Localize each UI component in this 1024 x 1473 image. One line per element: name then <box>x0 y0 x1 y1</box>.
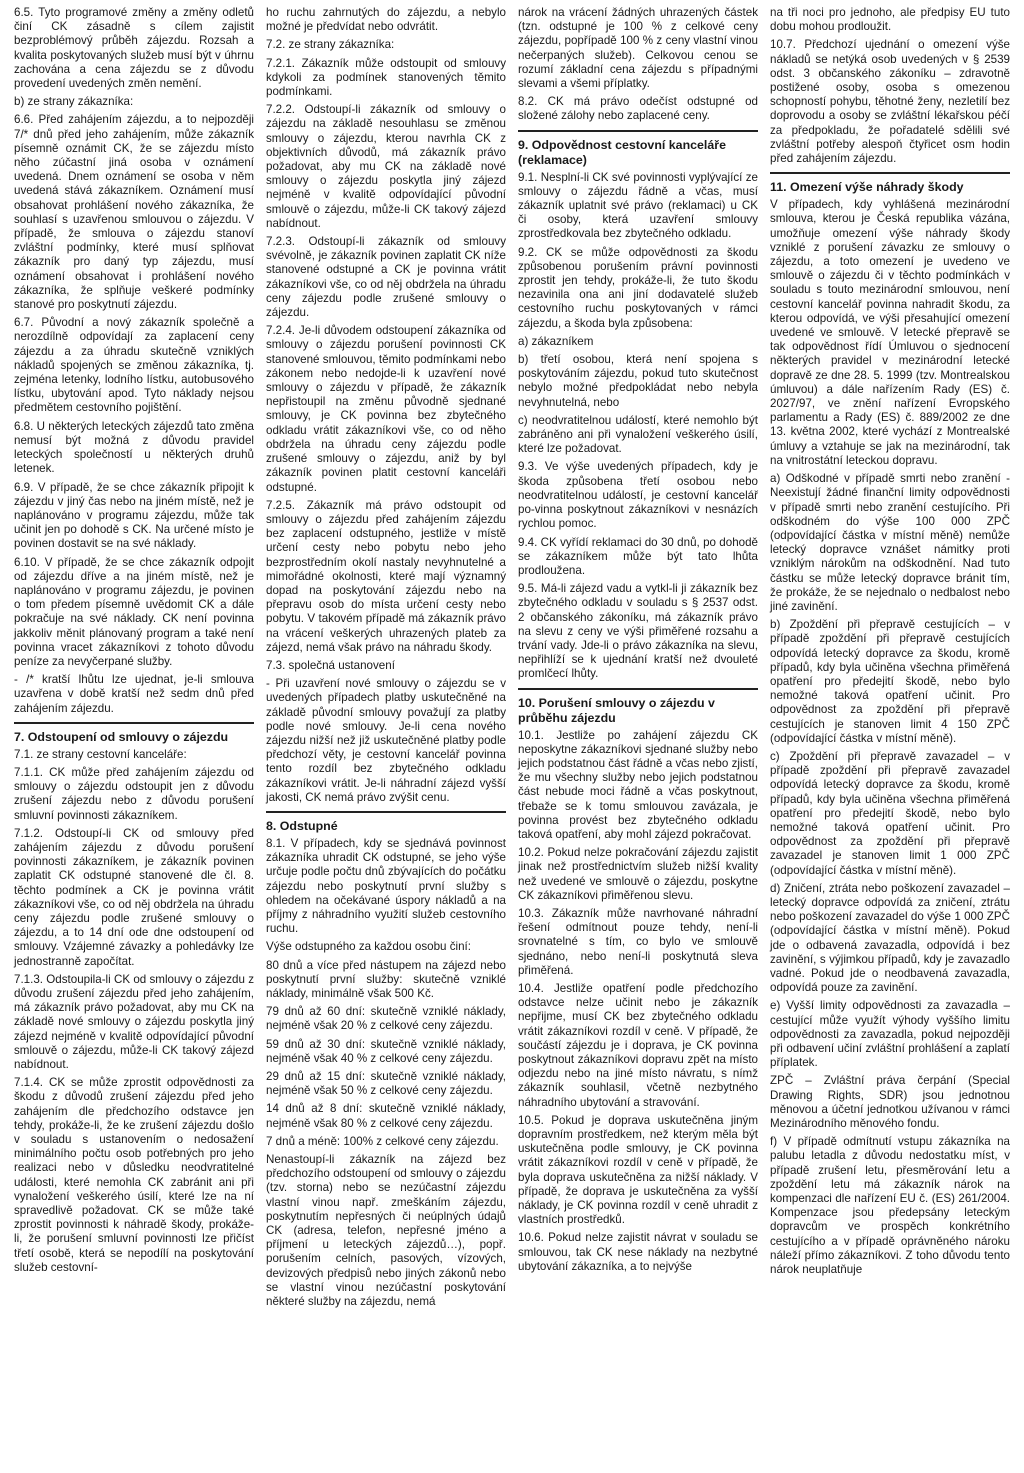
paragraph: 10.6. Pokud nelze zajistit návrat v souladu se smlouvou, tak CK nese náklady na nezbytné ubytování zákazníka, a to nejvýše <box>518 1231 758 1273</box>
paragraph: 6.7. Původní a nový zákazník společně a nerozdílně odpovídají za zaplacení ceny zájezdu a za úhradu skutečně vzniklých nákladů spojených se změnou zákazníka, tj. zejména letenky, lodního lístku, autobusového lístku, ubytování apod. Tyto náklady nejsou předmětem cestovního pojištění. <box>14 316 254 415</box>
paragraph: 7.2. ze strany zákazníka: <box>266 38 395 52</box>
paragraph: c) Zpoždění při přepravě zavazadel – v případě zpoždění při přepravě zavazadel odpovídá letecký dopravce za škodu, kromě případů, kdy byla učiněna všechna přiměřená opatření pro předejití škodě, nebo bylo nemožné taková opatření učinit. Pro odpovědnost za zpoždění při přepravě zavazadel je stanoven limit 1 000 ZPČ (odpovídající částka v místní měně). <box>770 749 1010 877</box>
paragraph: f) V případě odmítnutí vstupu zákazníka na palubu letadla z důvodu nedostatku míst, v případě zrušení letu, přesměrování letu a zpoždění letu má zákazník nárok na kompenzaci dle nařízení EU č. (ES) 261/2004. Kompenzace jsou předepsány leteckým dopravcům ve prospěch konkrétního cestujícího a v případě oprávněného nároku náleží přímo zákazníkovi. Z toho důvodu tento nárok neuplatňuje <box>770 1135 1010 1277</box>
section-heading-11: 11. Omezení výše náhrady škody <box>770 172 1010 195</box>
paragraph: b) třetí osobou, která není spojena s poskytováním zájezdu, pokud tuto skutečnost nebylo možné předpokládat nebo nebyla nevyhnutelná, nebo <box>518 353 758 409</box>
paragraph: 6.6. Před zahájením zájezdu, a to nejpozději 7/* dnů před jeho zahájením, může zákazník písemně oznámit CK, že se zájezdu místo něho zúčastní jiná osoba v oznámení uvedená. Dnem oznámení se osoba v něm uvedená stává zákazníkem. Oznámení musí obsahovat prohlášení nového zákazníka, že souhlasí s uzavřenou smlouvou o zájezdu. V případě, že smlouva o zájezdu stanoví zvláštní podmínky, které musí splňovat zákazník pro daný typ zájezdu, musí oznámení obsahovat i prohlášení nového zákazníka, že splňuje veškeré podmínky stanové pro poskytnutí zájezdu. <box>14 113 254 312</box>
paragraph: 8.1. V případech, kdy se sjednává povinnost zákazníka uhradit CK odstupné, se jeho výše určuje podle počtu dnů zbývajících do počátku zájezdu nebo poskytnutí první služby s ohledem na očekávané úspory nákladů a na příjmy z náhradního využití služeb cestovního ruchu. <box>266 836 506 936</box>
paragraph: d) Zničení, ztráta nebo poškození zavazadel – letecký dopravce odpovídá za zničení, ztrátu nebo poškození zavazadel do výše 1 000 ZPČ (odpovídající částka v místní měně). Pokud jde o odbavená zavazadla, odpovídá i bez zavinění, s výjimkou případů, kdy je zavazadlo vadné. Pokud jde o neodbavená zavazadla, odpovídá pouze za zavinění. <box>770 881 1010 995</box>
paragraph: 9.3. Ve výše uvedených případech, kdy je škoda způsobena třetí osobou nebo neodvratitelnou událostí, je cestovní kancelář po-vinna poskytnout zákazníkovi v nesnázích rychlou pomoc. <box>518 460 758 531</box>
paragraph: 6.8. U některých leteckých zájezdů tato změna nemusí být možná z důvodu pravidel leteckých společností u některých druhů letenek. <box>14 419 254 476</box>
paragraph: na tři noci pro jednoho, ale předpisy EU tuto dobu mohou prodloužit. <box>770 6 1010 34</box>
paragraph: 6.9. V případě, že se chce zákazník připojit k zájezdu v jiný čas nebo na jiném místě, než je naplánováno v programu zájezdu, může tak učinit jen po dohodě s CK. Na určené místo je povinen dostavit se na své náklady. <box>14 480 254 551</box>
paragraph: 7.2.1. Zákazník může odstoupit od smlouvy kdykoli za podmínek stanovených těmito podmínkami. <box>266 56 506 99</box>
paragraph: 7.2.2. Odstoupí-li zákazník od smlouvy o zájezdu na základě nesouhlasu se změnou smlouvy o zájezdu, kterou navrhla CK z objektivních důvodů, má zákazník právo požadovat, aby mu CK na základě nové smlouvy o zájezdu poskytla jiný zájezd nejméně v kvalitě odpovídající původní smlouvě o zájezdu, může-li CK takový zájezd nabídnout. <box>266 103 506 230</box>
paragraph: 10.5. Pokud je doprava uskutečněna jiným dopravním prostředkem, než kterým měla být uskutečněna podle smlouvy, je CK povinna vrátit zákazníkovi rozdíl v ceně v případě, že byla doprava uskutečněna za nižší náklady. V případě, že doprava je uskutečněna za vyšší náklady, je CK povinna rozdíl v ceně uhradit z vlastních prostředků. <box>518 1113 758 1227</box>
paragraph: 79 dnů až 60 dní: skutečně vzniklé náklady, nejméně však 20 % z celkové ceny zájezdu. <box>266 1005 506 1033</box>
paragraph: 9.1. Nesplní-li CK své povinnosti vyplývající ze smlouvy o zájezdu řádně a včas, musí zákazník uplatnit své právo (reklamaci) u CK či osoby, která uzavření smlouvy zprostředkovala bez zbytečného odkladu. <box>518 170 758 241</box>
paragraph: 7.1.4. CK se může zprostit odpovědnosti za škodu z důvodů zrušení zájezdu před jeho zahájením dle předchozího odstavce jen tehdy, prokáže-li, že ke zrušení zájezdu došlo v souladu s ustanovením o nedosažení minimálního počtu osob potřebných pro jeho realizaci nebo v důsledku neodvratitelné události, které nemohla CK zabránit ani při vynaložení veškerého úsilí, které lze na ní spravedlivě požadovat. CK se může také zprostit povinnosti k náhradě škody, prokáže-li, že porušení smluvní povinnosti lze přičíst třetí osobě, která se nepodílí na poskytování služeb cestovní- <box>14 1076 254 1274</box>
paragraph: 7.1.3. Odstoupila-li CK od smlouvy o zájezdu z důvodu zrušení zájezdu před jeho zahájením, má zákazník právo požadovat, aby mu CK na základě nové smlouvy o zájezdu poskytla jiný zájezd nejméně v kvalitě odpovídající původní smlouvě o zájezdu, může-li CK takový zájezd nabídnout. <box>14 972 254 1072</box>
paragraph: 10.3. Zákazník může navrhované náhradní řešení odmítnout pouze tehdy, není-li srovnatelné s tím, co bylo ve smlouvě sjednáno, nebo není-li poskytnutá sleva přiměřená. <box>518 906 758 977</box>
section-heading-10: 10. Porušení smlouvy o zájezdu v průběhu zájezdu <box>518 688 758 726</box>
paragraph: ZPČ – Zvláštní práva čerpání (Special Drawing Rights, SDR) jsou jednotnou měnovou a účetní jednotkou užívanou v rámci Mezinárodního měnového fondu. <box>770 1074 1010 1131</box>
paragraph: e) Vyšší limity odpovědnosti za zavazadla – cestující může využít výhody vyššího limitu odpovědnosti za zavazadla, pokud nejpozději při odbavení učiní zvláštní prohlášení a zaplatí příplatek. <box>770 999 1010 1070</box>
paragraph: 80 dnů a více před nástupem na zájezd nebo poskytnutí první služby: skutečně vzniklé náklady, minimálně však 500 Kč. <box>266 958 506 1000</box>
paragraph: 7.2.5. Zákazník má právo odstoupit od smlouvy o zájezdu před zahájením zájezdu bez zaplacení odstupného, jestliže v místě určení cesty nebo pobytu nebo jeho bezprostředním okolí nastaly nevyhnutelné a mimořádné okolnosti, které mají významný dopad na poskytování zájezdu nebo na přepravu osob do místa určení cesty nebo pobytu. V takovém případě má zákazník právo na vrácení veškerých uhrazených plateb za zájezd, nemá však právo na náhradu škody. <box>266 498 506 654</box>
paragraph: 8.2. CK má právo odečíst odstupné od složené zálohy nebo zaplacené ceny. <box>518 95 758 123</box>
paragraph: b) ze strany zákazníka: <box>14 95 134 109</box>
paragraph: Výše odstupného za každou osobu činí: <box>266 940 471 954</box>
paragraph: V případech, kdy vyhlášená mezinárodní smlouva, kterou je Česká republika vázána, umožňuje omezení výše náhrady škody vzniklé z porušení závazku ze smlouvy o zájezdu, a toto omezení je uvedeno ve smlouvě o zájezdu či v těchto podmínkách v souladu s touto mezinárodní smlouvou, není cestovní kancelář povinna nahradit škodu, za kterou odpovídá, ve výši přesahující omezení uvedené ve smlouvě. V letecké přepravě se tak odpovědnost řídí Úmluvou o sjednocení některých pravidel v mezinárodní letecké dopravě ze dne 28. 5. 1999 (tzv. Montrealskou úmluvou) a dále nařízením Rady (ES) č. 2027/97, ve znění nařízení Evropského parlamentu a Rady (ES) č. 889/2002 ze dne 13. května 2002, které vychází z Montrealské úmluvy a vztahuje se jak na mezinárodní, tak na vnitrostátní leteckou dopravu. <box>770 198 1010 467</box>
paragraph: 9.4. CK vyřídí reklamaci do 30 dnů, po dohodě se zákazníkem může být tato lhůta prodloužena. <box>518 535 758 577</box>
section-heading-7: 7. Odstoupení od smlouvy o zájezdu <box>14 722 254 745</box>
paragraph: 10.4. Jestliže opatření podle předchozího odstavce nelze učinit nebo je zákazník nepřijme, musí CK bez zbytečného odkladu vrátit zákazníkovi rozdíl v ceně. V případě, že součástí zájezdu je i doprava, je CK povinna poskytnout zákazníkovi dopravu zpět na místo odjezdu nebo na jiné místo návratu, s nímž zákazník souhlasil, včetně nezbytného náhradního ubytování a stravování. <box>518 981 758 1109</box>
paragraph: 6.10. V případě, že se chce zákazník odpojit od zájezdu dříve a na jiném místě, než je naplánováno v programu zájezdu, je povinen o tom předem písemně uvědomit CK a dále pokračuje na své náklady. CK není povinna jakkoliv měnit plánovaný program a také není povinna vracet zákazníkovi z tohoto důvodu peníze za nevyčerpané služby. <box>14 555 254 668</box>
paragraph: 29 dnů až 15 dní: skutečně vzniklé náklady, nejméně však 50 % z celkové ceny zájezdu. <box>266 1070 506 1098</box>
paragraph: 7 dnů a méně: 100% z celkové ceny zájezdu. <box>266 1134 499 1148</box>
text-column-3 <box>512 6 764 1472</box>
section-heading-9: 9. Odpovědnost cestovní kanceláře (reklamace) <box>518 130 758 168</box>
paragraph: - /* kratší lhůtu lze ujednat, je-li smlouva uzavřena v době kratší než sedm dnů před zahájením zájezdu. <box>14 673 254 715</box>
paragraph: 59 dnů až 30 dní: skutečně vzniklé náklady, nejméně však 40 % z celkové ceny zájezdu. <box>266 1037 506 1065</box>
paragraph: 7.1.1. CK může před zahájením zájezdu od smlouvy o zájezdu odstoupit jen z důvodu zrušení zájezdu nebo z důvodu porušení smluvní povinnosti zákazníkem. <box>14 765 254 822</box>
paragraph: ho ruchu zahrnutých do zájezdu, a nebylo možné je předvídat nebo odvrátit. <box>266 6 506 34</box>
paragraph: 7.2.3. Odstoupí-li zákazník od smlouvy svévolně, je zákazník povinen zaplatit CK níže stanovené odstupné a CK je povinna vrátit zákazníkovi vše, co od něj obdržela na úhradu ceny zájezdu podle zrušené smlouvy o zájezdu. <box>266 235 506 320</box>
paragraph: 10.7. Předchozí ujednání o omezení výše nákladů se netýká osob uvedených v § 2539 odst. 3 občanského zákoníku – zdravotně postižené osoby, osoba s omezenou schopností pohybu, těhotné ženy, nezletilí bez doprovodu a osoby se zvláštní lékařskou péčí za předpokladu, že pořadatelé sdělili své zvláštní potřeby alespoň čtyřicet osm hodin před zahájením zájezdu. <box>770 38 1010 166</box>
paragraph: Nenastoupí-li zákazník na zájezd bez předchozího odstoupení od smlouvy o zájezdu (tzv. storna) nebo se nezúčastní zájezdu vlastní vinou např. zmeškáním zájezdu, poskytnutím nepřesných či neúplných údajů CK (adresa, telefon, nepřesné jméno a příjmení u leteckých zájezdů…), popř. porušením celních, pasových, vízových, devizových předpisů nebo jiných zákonů nebo se vlastní vinou nezúčastní poskytování některé služby na zájezdu, nemá <box>266 1153 506 1309</box>
paragraph: - Při uzavření nové smlouvy o zájezdu se v uvedených případech platby uskutečněné na základě původní smlouvy považují za platby podle nové smlouvy. Je-li cena nového zájezdu nižší než již uskutečněné platby podle předchozí věty, je cestovní kancelář povinna tento rozdíl bez zbytečného odkladu zákazníkovi vrátit. Je-li náhradní zájezd vyšší jakosti, CK nemá právo zvýšit cenu. <box>266 677 506 804</box>
paragraph: 6.5. Tyto programové změny a změny odletů činí CK zásadně s cílem zajistit bezproblémový průběh zájezdu. Rozsah a kvalita poskytovaných služeb musí být v úhrnu zachována a cena zájezdu se z důvodu provedení uvedených změn nemění. <box>14 6 254 91</box>
paragraph: a) Odškodné v případě smrti nebo zranění - Neexistují žádné finanční limity odpovědnosti v případě smrti nebo zranění cestujícího. Při odškodném do výše 100 000 ZPČ (odpovídající částka v místní měně) nemůže letecký dopravce vznášet námitky proti vzniklým nárokům na odškodnění. Nad tuto částku se může letecký dopravce bránit tím, že prokáže, že se nejednalo o nedbalost nebo jiné zavinění. <box>770 472 1010 613</box>
paragraph: 14 dnů až 8 dní: skutečně vzniklé náklady, nejméně však 80 % z celkové ceny zájezdu. <box>266 1102 506 1130</box>
paragraph: 10.1. Jestliže po zahájení zájezdu CK neposkytne zákazníkovi sjednané služby nebo jejich podstatnou část řádně a včas nebo zjistí, že mu všechny služby nebo jejich podstatnou část nebude moci řádně a včas poskytnout, třebaže se k tomu smlouvou zavázala, je povinna provést bez zbytečného odkladu taková opatření, aby mohl zájezd pokračovat. <box>518 728 758 841</box>
paragraph: c) neodvratitelnou událostí, které nemohlo být zabráněno ani při vynaložení veškerého úsilí, které lze požadovat. <box>518 413 758 456</box>
paragraph: 7.1.2. Odstoupí-li CK od smlouvy před zahájením zájezdu z důvodu porušení povinnosti zákazníkem, je zákazník povinen zaplatit CK odstupné stanovené dle čl. 8. těchto podmínek a CK je povinna vrátit zákazníkovi vše, co od něj obdržela na úhradu ceny zájezdu podle zrušené smlouvy o zájezdu, a to 14 dní ode dne odstoupení od smlouvy. Vzájemné závazky a pohledávky lze jednostranně započítat. <box>14 826 254 968</box>
text-column-4 <box>764 6 1016 1472</box>
paragraph: 7.2.4. Je-li důvodem odstoupení zákazníka od smlouvy o zájezdu porušení povinnosti CK stanovené smlouvou, těmito podmínkami nebo zákonem nebo nedojde-li k uzavření nové smlouvy o zájezdu v případě, že zákazník nepřistoupil na změnu původně sjednané smlouvy, je CK povinna bez zbytečného odkladu vrátit zákazníkovi vše, co od něho obdržela na úhradu ceny zájezdu podle zrušené smlouvy o zájezdu, aniž by byl zákazník povinen platit cestovní kanceláři odstupné. <box>266 324 506 494</box>
text-column-2 <box>260 6 512 1472</box>
paragraph: b) Zpoždění při přepravě cestujících – v případě zpoždění při přepravě cestujících odpovídá letecký dopravce za škodu, kromě případů, kdy byla učiněna všechna přiměřená opatření pro předejití škodě, nebo bylo nemožné taková opatření učinit. Pro odpovědnost za zpoždění při přepravě cestujících je stanoven limit 4 150 ZPČ (odpovídající částka v místní měně). <box>770 618 1010 745</box>
paragraph: 7.1. ze strany cestovní kanceláře: <box>14 747 187 761</box>
paragraph: 9.5. Má-li zájezd vadu a vytkl-li ji zákazník bez zbytečného odkladu v souladu s § 2537 odst. 2 občanského zákoníku, má zákazník právo na slevu z ceny ve výši přiměřené rozsahu a trvání vady. Jde-li o právo zákazníka na slevu, nepřihlíží se k ujednání kratší než dvouleté promlčecí lhůty. <box>518 582 758 681</box>
text-column-1 <box>8 6 260 1472</box>
paragraph: a) zákazníkem <box>518 334 594 348</box>
section-heading-8: 8. Odstupné <box>266 811 506 834</box>
paragraph: 9.2. CK se může odpovědnosti za škodu způsobenou porušením právní povinnosti zprostit jen tehdy, prokáže-li, že tuto škodu nezavinila ona ani jiní dodavatelé služeb cestovního ruchu poskytovaných v rámci zájezdu, a škoda byla způsobena: <box>518 245 758 330</box>
paragraph: 10.2. Pokud nelze pokračování zájezdu zajistit jinak než prostřednictvím služeb nižší kvality než uvedené ve smlouvě o zájezdu, poskytne CK zákazníkovi přiměřenou slevu. <box>518 846 758 902</box>
paragraph: nárok na vrácení žádných uhrazených částek (tzn. odstupné je 100 % z celkové ceny zájezdu, popřípadě 100 % z ceny vlastní vinou nečerpaných služeb). Celkovou cenou se rozumí základní cena zájezdu s případnými slevami a všemi příplatky. <box>518 6 758 91</box>
paragraph: 7.3. společná ustanovení <box>266 658 395 672</box>
